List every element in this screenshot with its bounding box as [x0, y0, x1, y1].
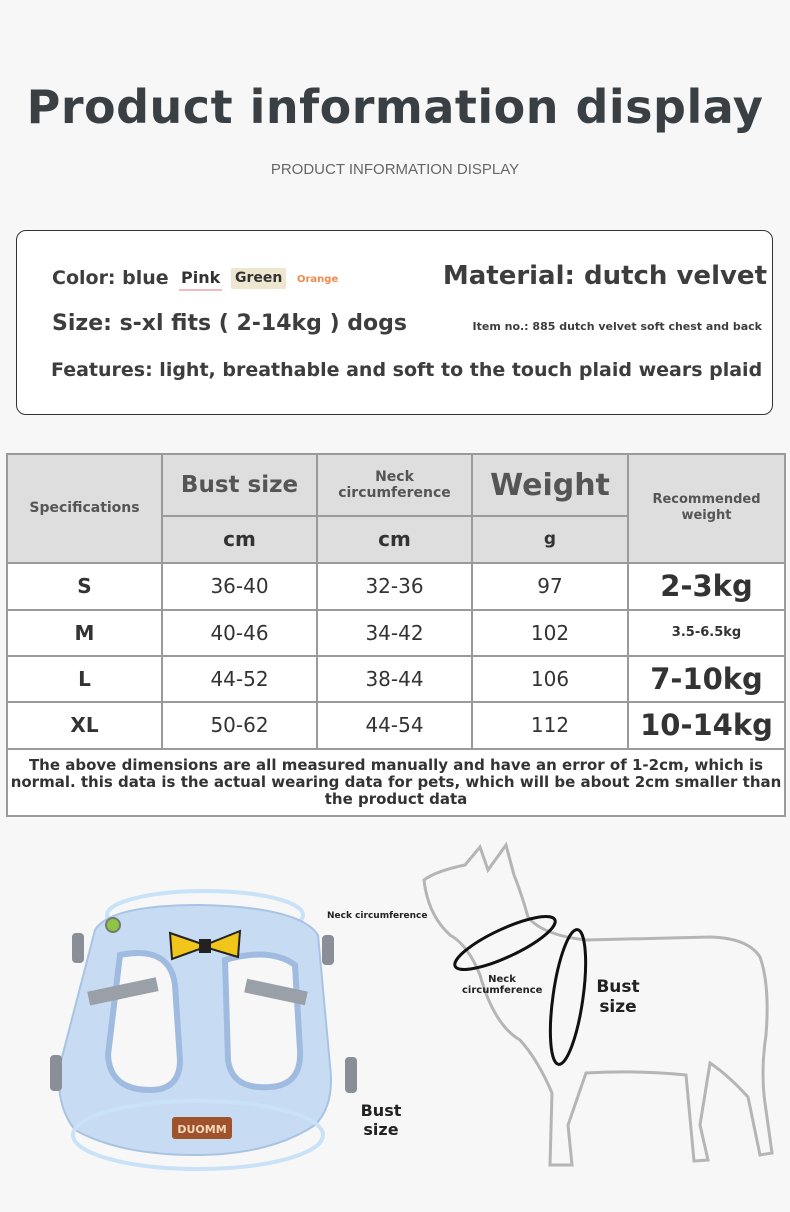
- neck-cell: 44-54: [317, 702, 472, 748]
- table-row: [7, 563, 785, 610]
- dog-bust-label: Bust size: [596, 977, 640, 1017]
- recommended-cell: 2-3kg: [628, 563, 785, 610]
- right-buckle-bottom: [345, 1057, 357, 1093]
- harness-bust-label: Bust size: [360, 1101, 402, 1139]
- item-number: Item no.: 885 dutch velvet soft chest and back: [472, 320, 762, 333]
- right-buckle-top: [322, 935, 334, 965]
- unit-weight: g: [472, 516, 628, 562]
- brand-tag-text: DUOMM: [177, 1123, 227, 1136]
- bust-cell: 36-40: [162, 563, 317, 610]
- left-buckle-bottom: [50, 1055, 62, 1091]
- color-option-orange[interactable]: Orange: [297, 274, 339, 285]
- harness-illustration: [0, 835, 400, 1212]
- features-label: Features: light, breathable and soft to the touch plaid wears plaid: [51, 359, 763, 381]
- left-buckle-top: [72, 933, 84, 963]
- neck-cell: 32-36: [317, 563, 472, 610]
- table-note-row: [7, 749, 785, 816]
- harness-left-opening: [108, 953, 180, 1090]
- neck-cell: 38-44: [317, 656, 472, 702]
- d-ring-icon: [106, 918, 120, 932]
- weight-cell: 97: [472, 563, 628, 610]
- bust-cell: 50-62: [162, 702, 317, 748]
- page-subtitle: PRODUCT INFORMATION DISPLAY: [270, 161, 520, 178]
- header-weight: Weight: [472, 454, 628, 516]
- weight-cell: 102: [472, 610, 628, 656]
- color-label: Color: blue: [52, 267, 169, 289]
- measurement-diagram: [0, 835, 790, 1212]
- header-neck-text: Neck circumference: [338, 469, 451, 502]
- unit-bust: cm: [162, 516, 317, 562]
- color-option-green[interactable]: Green: [231, 268, 286, 289]
- dog-neck-ring: [449, 907, 561, 979]
- size-cell: S: [7, 563, 162, 610]
- table-header-row: [7, 454, 785, 516]
- dog-bust-ring: [544, 928, 593, 1067]
- recommended-cell: 10-14kg: [628, 702, 785, 748]
- header-neck-circumference: [317, 454, 472, 516]
- material-label: Material: dutch velvet: [442, 261, 767, 291]
- bust-cell: 40-46: [162, 610, 317, 656]
- measurement-note: The above dimensions are all measured manually and have an error of 1-2cm, which is normal. this data is the actual wearing data for pets, which will be about 2cm smaller than the product data: [7, 749, 785, 816]
- recommended-cell: 7-10kg: [628, 656, 785, 702]
- size-cell: L: [7, 656, 162, 702]
- dog-neck-label: Neck circumference: [462, 974, 543, 996]
- bow-knot: [199, 939, 211, 953]
- table-row: [7, 656, 785, 702]
- size-spec-table: [6, 453, 786, 817]
- table-row: [7, 702, 785, 748]
- bust-cell: 44-52: [162, 656, 317, 702]
- color-option-pink[interactable]: Pink: [179, 268, 222, 291]
- harness-right-opening: [225, 955, 300, 1088]
- weight-cell: 106: [472, 656, 628, 702]
- neck-cell: 34-42: [317, 610, 472, 656]
- page-title: Product information display: [26, 80, 764, 134]
- unit-neck: cm: [317, 516, 472, 562]
- header-recommended-weight: Recommended weight: [628, 454, 785, 563]
- product-info-box: [16, 230, 773, 415]
- dog-outline-illustration: [410, 835, 790, 1212]
- harness-neck-label: Neck circumference: [327, 911, 428, 921]
- weight-cell: 112: [472, 702, 628, 748]
- size-label: Size: s-xl fits ( 2-14kg ) dogs: [52, 311, 407, 336]
- header-specifications: Specifications: [7, 454, 162, 563]
- recommended-cell: 3.5-6.5kg: [628, 610, 785, 656]
- header-bust-size: Bust size: [162, 454, 317, 516]
- table-row: [7, 610, 785, 656]
- size-cell: XL: [7, 702, 162, 748]
- size-cell: M: [7, 610, 162, 656]
